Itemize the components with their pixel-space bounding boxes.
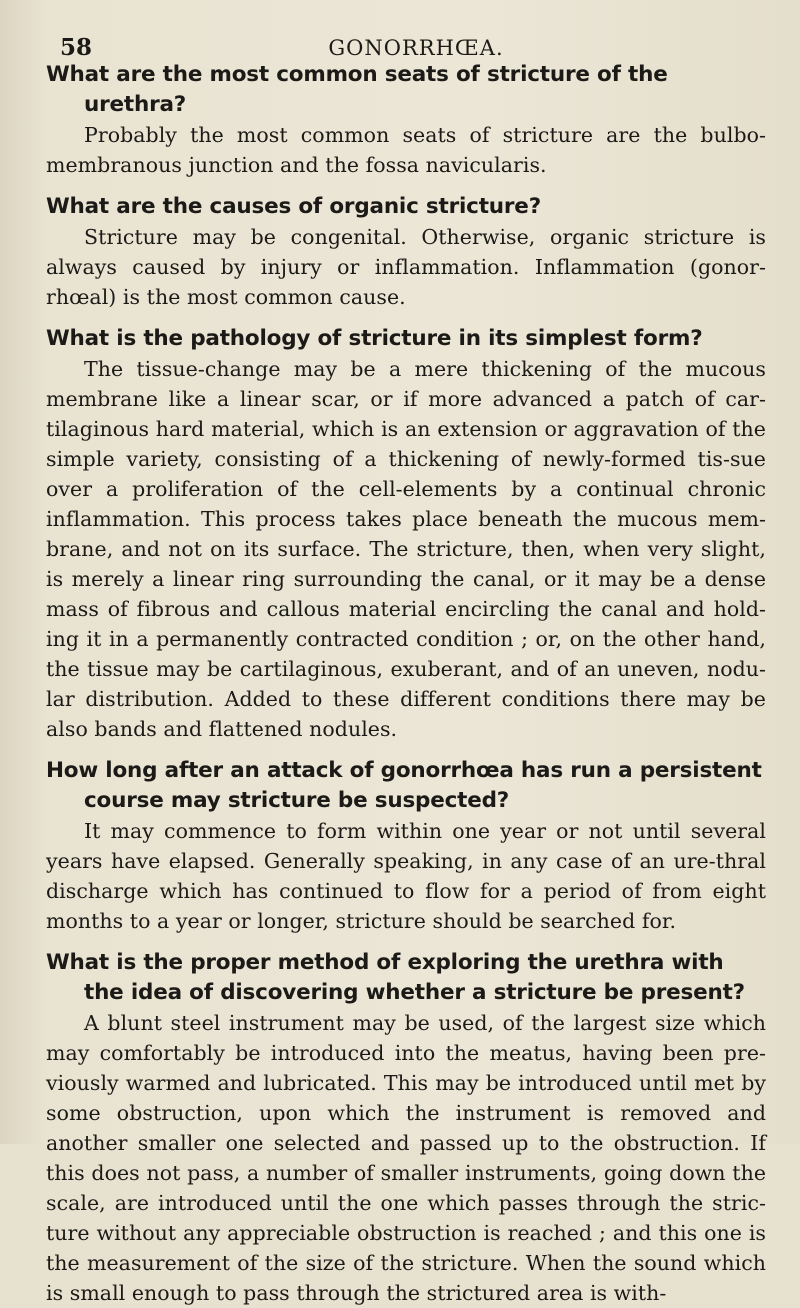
qa-entry-method: [46, 948, 766, 1308]
question-heading: How long after an attack of gonorrhœa has run a persistent course may stricture be suspected?: [46, 758, 762, 813]
qa-entry-onset: [46, 756, 766, 936]
running-title: GONORRHŒA.: [328, 36, 504, 60]
qa-entry-pathology: [46, 324, 766, 744]
qa-entry-causes: [46, 192, 766, 312]
running-head: [46, 20, 766, 60]
answer-paragraph: It may commence to form within one year or not until several years have elapsed. Generally speaking, in any case of an ure-thral discharge which has continued to flow for a period of from eight months to a year or longer, stricture should be searched for.: [46, 819, 766, 933]
answer-paragraph: Probably the most common seats of stricture are the bulbo-membranous junction and the fossa navicularis.: [46, 123, 766, 177]
qa-entry-seats: [46, 60, 766, 180]
answer-paragraph: The tissue-change may be a mere thickening of the mucous membrane like a linear scar, or if more advanced a patch of car-tilaginous hard material, which is an extension or aggravation of the simple variety, consisting of a thickening of newly-formed tis-sue over a proliferation of the cell-elements by a continual chronic inflammation. This process takes place beneath the mucous mem-brane, and not on its surface. The stricture, then, when very slight, is merely a linear ring surrounding the canal, or it may be a dense mass of fibrous and callous material encircling the canal and hold-ing it in a permanently contracted condition ; or, on the other hand, the tissue may be cartilaginous, exuberant, and of an uneven, nodu-lar distribution. Added to these different conditions there may be also bands and flattened nodules.: [46, 357, 766, 741]
question-heading: What are the causes of organic stricture?: [46, 194, 541, 219]
answer-paragraph: A blunt steel instrument may be used, of the largest size which may comfortably be introduced into the meatus, having been pre-viously warmed and lubricated. This may be introduced until met by some obstruction, upon which the instrument is removed and another smaller one selected and passed up to the obstruction. If this does not pass, a number of smaller instruments, going down the scale, are introduced until the one which passes through the stric-ture without any appreciable obstruction is reached ; and this one is the measurement of the size of the stricture. When the sound which is small enough to pass through the strictured area is with-: [46, 1011, 766, 1305]
question-heading: What is the proper method of exploring the urethra with the idea of discovering whether a stricture be present?: [46, 950, 745, 1005]
question-heading: What are the most common seats of stricture of the urethra?: [46, 62, 668, 117]
answer-paragraph: Stricture may be congenital. Otherwise, organic stricture is always caused by injury or inflammation. Inflammation (gonor-rhœal) is the most common cause.: [46, 225, 766, 309]
question-heading: What is the pathology of stricture in its simplest form?: [46, 326, 703, 351]
page-number: 58: [60, 34, 93, 61]
